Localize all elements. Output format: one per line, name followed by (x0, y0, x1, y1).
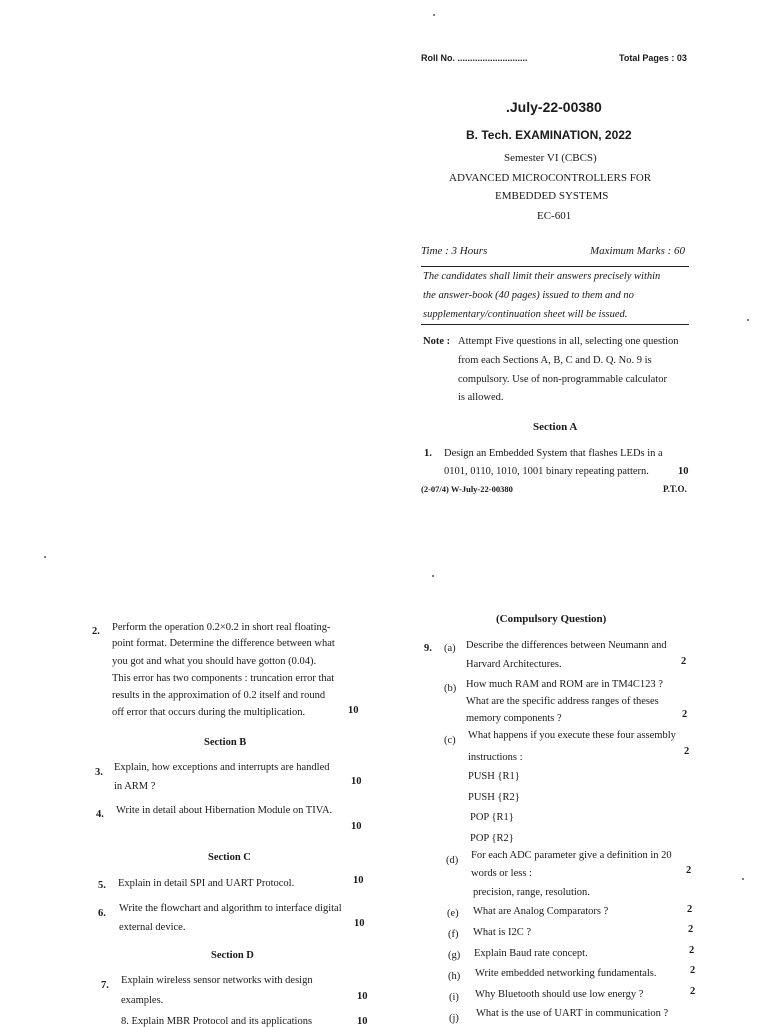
part-a-marks: 2 (681, 656, 687, 667)
part-b-line-3: memory components ? (466, 713, 562, 724)
note-line-4: is allowed. (458, 392, 504, 403)
course-code: EC-601 (537, 210, 572, 222)
part-e-text: What are Analog Comparators ? (473, 906, 609, 917)
note-line-1: Attempt Five questions in all, selecting one question (458, 336, 679, 347)
q4-number: 4. (96, 809, 104, 820)
semester: Semester VI (CBCS) (504, 152, 597, 164)
note-label: Note : (423, 336, 451, 347)
q2-line-3: you got and what you should have gotton (0.04). (112, 656, 317, 667)
paper-code: .July-22-00380 (506, 99, 602, 115)
section-a-heading: Section A (533, 421, 578, 433)
part-e-marks: 2 (687, 904, 693, 915)
q2-number: 2. (92, 626, 100, 637)
q7-line-2: examples. (121, 995, 164, 1006)
footer-pto: P.T.O. (663, 484, 687, 494)
part-g-marks: 2 (689, 945, 695, 956)
part-g-text: Explain Baud rate concept. (474, 948, 588, 959)
part-j-label: (j) (449, 1013, 459, 1024)
q8-marks: 10 (357, 1016, 368, 1027)
time-allowed: Time : 3 Hours (421, 245, 488, 257)
asm-instruction-3: POP {R1} (470, 812, 514, 823)
section-b-heading: Section B (204, 737, 247, 748)
q1-marks: 10 (678, 466, 689, 477)
divider-top (421, 266, 689, 267)
part-j-text: What is the use of UART in communication ? (476, 1008, 669, 1019)
instruction-line-2: the answer-book (40 pages) issued to them and no (423, 290, 634, 301)
part-a-label: (a) (444, 643, 456, 654)
q3-marks: 10 (351, 776, 362, 787)
part-h-text: Write embedded networking fundamentals. (475, 968, 657, 979)
instruction-line-3: supplementary/continuation sheet will be issued. (423, 309, 628, 320)
part-c-line-1: What happens if you execute these four assembly (468, 730, 676, 741)
q2-line-5: results in the approximation of 0.2 itself and round (112, 690, 326, 701)
q6-number: 6. (98, 908, 106, 919)
q4-marks: 10 (351, 821, 362, 832)
part-a-line-1: Describe the differences between Neumann and (466, 640, 667, 651)
part-d-label: (d) (446, 855, 459, 866)
part-d-line-1: For each ADC parameter give a definition in 20 (471, 850, 672, 861)
part-i-text: Why Bluetooth should use low energy ? (475, 989, 644, 1000)
total-pages: Total Pages : 03 (619, 53, 687, 63)
part-i-label: (i) (449, 992, 459, 1003)
subject-line-2: EMBEDDED SYSTEMS (495, 190, 609, 202)
part-d-line-3: precision, range, resolution. (473, 887, 590, 898)
part-b-label: (b) (444, 683, 457, 694)
compulsory-heading: (Compulsory Question) (496, 613, 607, 625)
section-d-heading: Section D (211, 950, 254, 961)
q2-line-6: off error that occurs during the multiplication. (112, 707, 306, 718)
section-c-heading: Section C (208, 852, 251, 863)
q1-number: 1. (424, 448, 432, 459)
scan-speck (432, 575, 434, 577)
footer-code: (2-07/4) W-July-22-00380 (421, 484, 513, 494)
q2-marks: 10 (348, 705, 359, 716)
part-e-label: (e) (447, 908, 459, 919)
part-d-line-2: words or less : (471, 868, 532, 879)
instruction-line-1: The candidates shall limit their answers precisely within (423, 271, 661, 282)
q6-line-2: external device. (119, 922, 186, 933)
q4-text: Write in detail about Hibernation Module on TIVA. (116, 805, 333, 816)
part-a-line-2: Harvard Architectures. (466, 659, 562, 670)
maximum-marks: Maximum Marks : 60 (590, 245, 686, 257)
part-f-marks: 2 (688, 924, 694, 935)
divider-bottom (421, 324, 689, 325)
part-d-marks: 2 (686, 865, 692, 876)
scan-speck (44, 556, 46, 558)
q3-number: 3. (95, 767, 103, 778)
scan-speck (433, 14, 435, 16)
part-c-label: (c) (444, 735, 456, 746)
part-g-label: (g) (448, 950, 461, 961)
note-line-2: from each Sections A, B, C and D. Q. No. 9 is (458, 355, 652, 366)
part-b-line-1: How much RAM and ROM are in TM4C123 ? (466, 679, 663, 690)
part-h-marks: 2 (690, 965, 696, 976)
q9-number: 9. (424, 643, 432, 654)
q7-marks: 10 (357, 991, 368, 1002)
q2-line-1: Perform the operation 0.2×0.2 in short real floating- (112, 622, 331, 633)
part-h-label: (h) (448, 971, 461, 982)
q5-number: 5. (98, 880, 106, 891)
q5-text: Explain in detail SPI and UART Protocol. (118, 878, 295, 889)
q1-line-1: Design an Embedded System that flashes LEDs in a (444, 448, 663, 459)
exam-title: B. Tech. EXAMINATION, 2022 (466, 128, 632, 142)
q6-line-1: Write the flowchart and algorithm to interface digital (119, 903, 342, 914)
q2-line-4: This error has two components : truncation error that (112, 673, 335, 684)
q8-partial: 8. Explain MBR Protocol and its applications (121, 1016, 313, 1027)
part-f-label: (f) (448, 929, 459, 940)
asm-instruction-1: PUSH {R1} (468, 771, 520, 782)
subject-line-1: ADVANCED MICROCONTROLLERS FOR (449, 172, 652, 184)
roll-no: Roll No. ............................ (421, 53, 528, 63)
asm-instruction-2: PUSH {R2} (468, 792, 520, 803)
q7-number: 7. (101, 980, 109, 991)
note-line-3: compulsory. Use of non-programmable calculator (458, 374, 667, 385)
part-c-line-2: instructions : (468, 752, 523, 763)
q1-line-2: 0101, 0110, 1010, 1001 binary repeating pattern. (444, 466, 649, 477)
q5-marks: 10 (353, 875, 364, 886)
part-b-line-2: What are the specific address ranges of theses (466, 696, 659, 707)
q3-line-1: Explain, how exceptions and interrupts are handled (114, 762, 330, 773)
part-i-marks: 2 (690, 986, 696, 997)
part-f-text: What is I2C ? (473, 927, 532, 938)
scan-speck (747, 319, 749, 321)
asm-instruction-4: POP {R2} (470, 833, 514, 844)
scan-speck (742, 878, 744, 880)
q6-marks: 10 (354, 918, 365, 929)
part-b-marks: 2 (682, 709, 688, 720)
q2-line-2: point format. Determine the difference between what (112, 638, 335, 649)
part-c-marks: 2 (684, 746, 690, 757)
q7-line-1: Explain wireless sensor networks with design (121, 975, 313, 986)
q3-line-2: in ARM ? (114, 781, 156, 792)
